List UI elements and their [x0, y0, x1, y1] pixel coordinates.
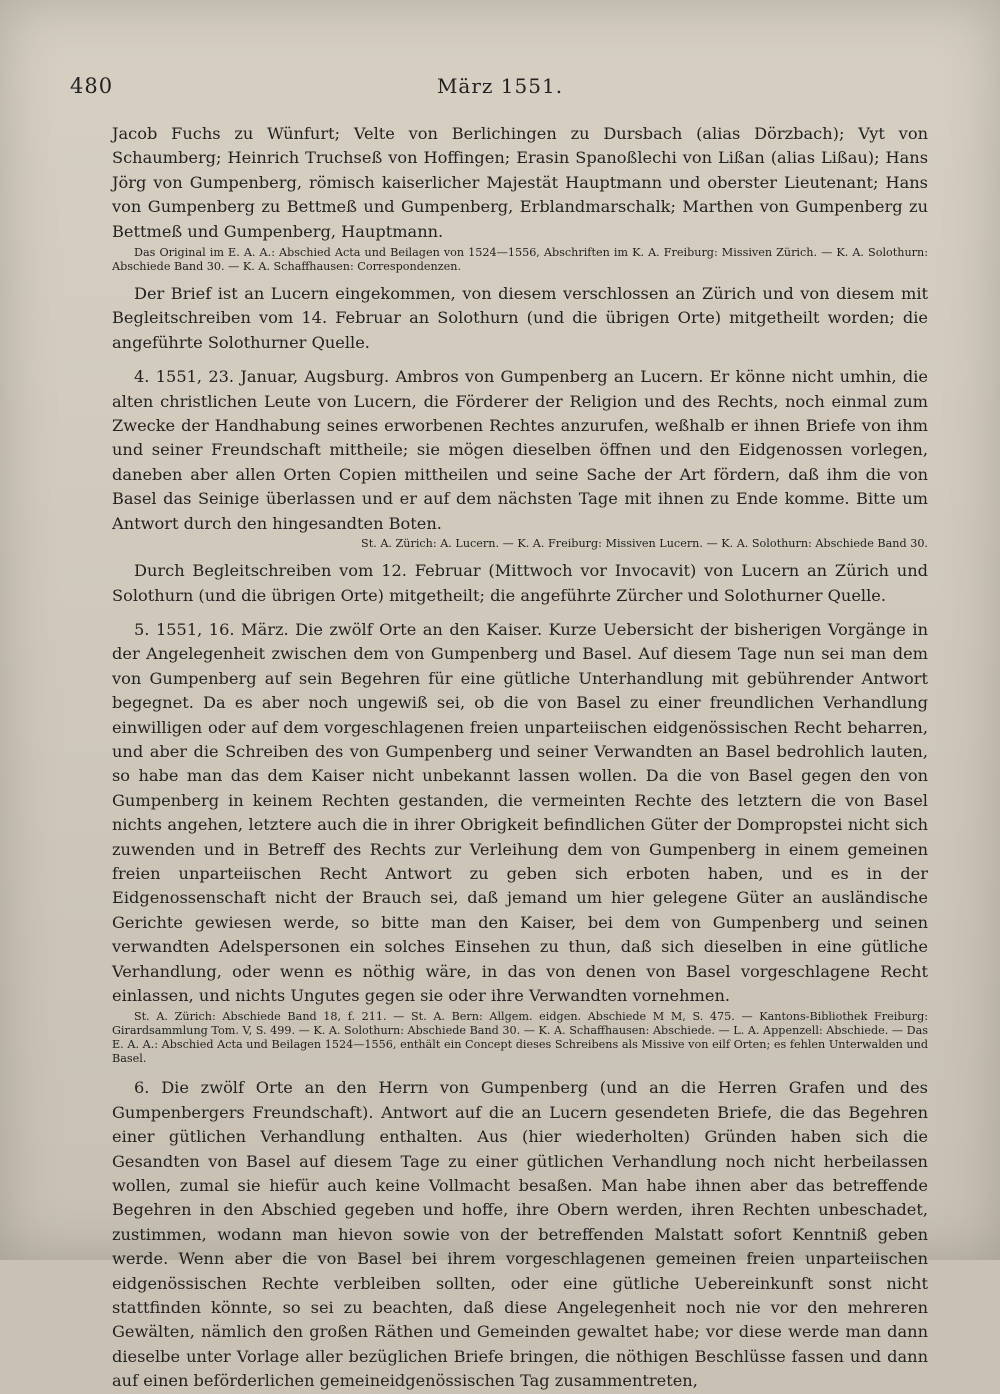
- intro-paragraph: Jacob Fuchs zu Wünfurt; Velte von Berlichingen zu Dursbach (alias Dörzbach); Vyt von Schaumberg; Heinrich Truchseß von Hoffingen; Erasin Spanoßlechi von Lißan (alias Lißau); Hans Jörg von Gumpenberg, römisch kaiserlicher Majestät Hauptmann und oberster Lieutenant; Hans von Gumpenberg zu Bettmeß und Gumpenberg, Erblandmarschalk; Marthen von Gumpenberg zu Bettmeß und Gumpenberg, Hauptmann.: [112, 124, 928, 241]
- page-number: 480: [70, 74, 114, 98]
- entry-6-text: 6. Die zwölf Orte an den Herrn von Gumpenberg (und an die Herren Grafen und des Gumpenbergers Freundschaft). Antwort auf die an Lucern gesendeten Briefe, die das Begehren einer gütlichen Verhandlung enthalten. Aus (hier wiederholten) Gründen haben sich die Gesandten von Basel auf diesem Tage zu einer gütlichen Verhandlung noch nicht herbeilassen wollen, zumal sie hiefür auch keine Vollmacht besaßen. Man habe ihnen aber das betreffende Begehren in den Abschied gegeben und hoffe, ihre Obern werden, ihren Rechten unbeschadet, zustimmen, wodann man hievon sowie von der betreffenden Malstatt sofort Kenntniß geben werde. Wenn aber die von Basel bei ihrem vorgeschlagenen gemeinen freien unparteiischen eidgenössischen Rechte verbleiben sollten, oder eine gütliche Uebereinkunft sonst nicht stattfinden könnte, so sei zu beachten, daß diese Angelegenheit noch nie vor den mehreren Gewälten, nämlich den großen Räthen und Gemeinden gewaltet habe; vor diese werde man dann dieselbe unter Vorlage aller bezüglichen Briefe bringen, die nöthigen Beschlüsse fassen und dann auf einen beförderlichen gemeineidgenössischen Tag zusammentreten,: [112, 1078, 928, 1391]
- running-title: März 1551.: [436, 74, 564, 98]
- entry-4-source: St. A. Zürich: A. Lucern. — K. A. Freiburg: Missiven Lucern. — K. A. Solothurn: Abschiede Band 30.: [361, 537, 928, 551]
- entry-5-source-note: St. A. Zürich: Abschiede Band 18, f. 211. — St. A. Bern: Allgem. eidgen. Abschiede M M, S. 475. — Kantons-Bibliothek Freiburg: Girardsammlung Tom. V, S. 499. — K. A. Solothurn: Abschiede Band 30. — K. A. Schaffhausen: Abschiede. — L. A. Appenzell: Abschiede. — Das E. A. A.: Abschied Acta und Beilagen 1524—1556, enthält ein Concept dieses Schreibens als Missive von eilf Orten; es fehlen Unterwalden und Basel.: [112, 1010, 928, 1066]
- intro-source-note: Das Original im E. A. A.: Abschied Acta und Beilagen von 1524—1556, Abschriften im K. A. Freiburg: Missiven Zürich. — K. A. Solothurn: Abschiede Band 30. — K. A. Schaffhausen: Correspondenzen.: [112, 246, 928, 274]
- page-body: [112, 122, 928, 1394]
- entry-5-text: 5. 1551, 16. März. Die zwölf Orte an den Kaiser. Kurze Uebersicht der bisherigen Vorgänge in der Angelegenheit zwischen dem von Gumpenberg und Basel. Auf diesem Tage nun sei man dem von Gumpenberg auf sein Begehren für eine gütliche Unterhandlung mit gebührender Antwort begegnet. Da es aber noch ungewiß sei, ob die von Basel zu einer freundlichen Verhandlung einwilligen oder auf dem vorgeschlagenen freien unparteiischen eidgenössischen Recht beharren, und aber die Schreiben des von Gumpenberg und seiner Verwandten an Basel bedrohlich lauten, so habe man das dem Kaiser nicht unbekannt lassen wollen. Da die von Basel gegen den von Gumpenberg in keinem Rechten gestanden, die vermeinten Rechte des letztern die von Basel nichts angehen, letztere auch die in ihrer Obrigkeit befindlichen Güter der Dompropstei nicht sich zuwenden und in Betreff des Rechts zur Verleihung dem von Gumpenberg in einem gemeinen freien unparteiischen Recht Antwort zu geben sich erboten haben, und es in der Eidgenossenschaft nicht der Brauch sei, daß jemand um hier gelegene Güter an ausländische Gerichte gewiesen werde, so bitte man den Kaiser, bei dem von Gumpenberg und seinen verwandten Adelspersonen ein solches Einsehen zu thun, daß sich dieselben in eine gütliche Verhandlung, oder wenn es nöthig wäre, in das von denen von Basel vorgeschlagene Recht einlassen, und nichts Ungutes gegen sie oder ihre Verwandten vornehmen.: [112, 619, 928, 1005]
- intro-followup: Der Brief ist an Lucern eingekommen, von diesem verschlossen an Zürich und von diesem mit Begleitschreiben vom 14. Februar an Solothurn (und die übrigen Orte) mitgetheilt worden; die angeführte Solothurner Quelle.: [112, 284, 928, 352]
- entry-4-followup: Durch Begleitschreiben vom 12. Februar (Mittwoch vor Invocavit) von Lucern an Zürich und Solothurn (und die übrigen Orte) mitgetheilt; die angeführte Zürcher und Solothurner Quelle.: [112, 561, 928, 605]
- entry-4-text: 4. 1551, 23. Januar, Augsburg. Ambros von Gumpenberg an Lucern. Er könne nicht umhin, die alten christlichen Leute von Lucern, die Förderer der Religion und des Rechts, noch einmal zum Zwecke der Handhabung seines erworbenen Rechtes anzurufen, weßhalb er ihnen Briefe von ihm und seiner Freundschaft mittheile; sie mögen dieselben öffnen und den Eidgenossen vorlegen, daneben aber allen Orten Copien mittheilen und seine Sache der Art fördern, daß ihm die von Basel das Seinige überlassen und er auf dem nächsten Tage mit ihnen zu Ende komme. Bitte um Antwort durch den hingesandten Boten.: [112, 367, 928, 533]
